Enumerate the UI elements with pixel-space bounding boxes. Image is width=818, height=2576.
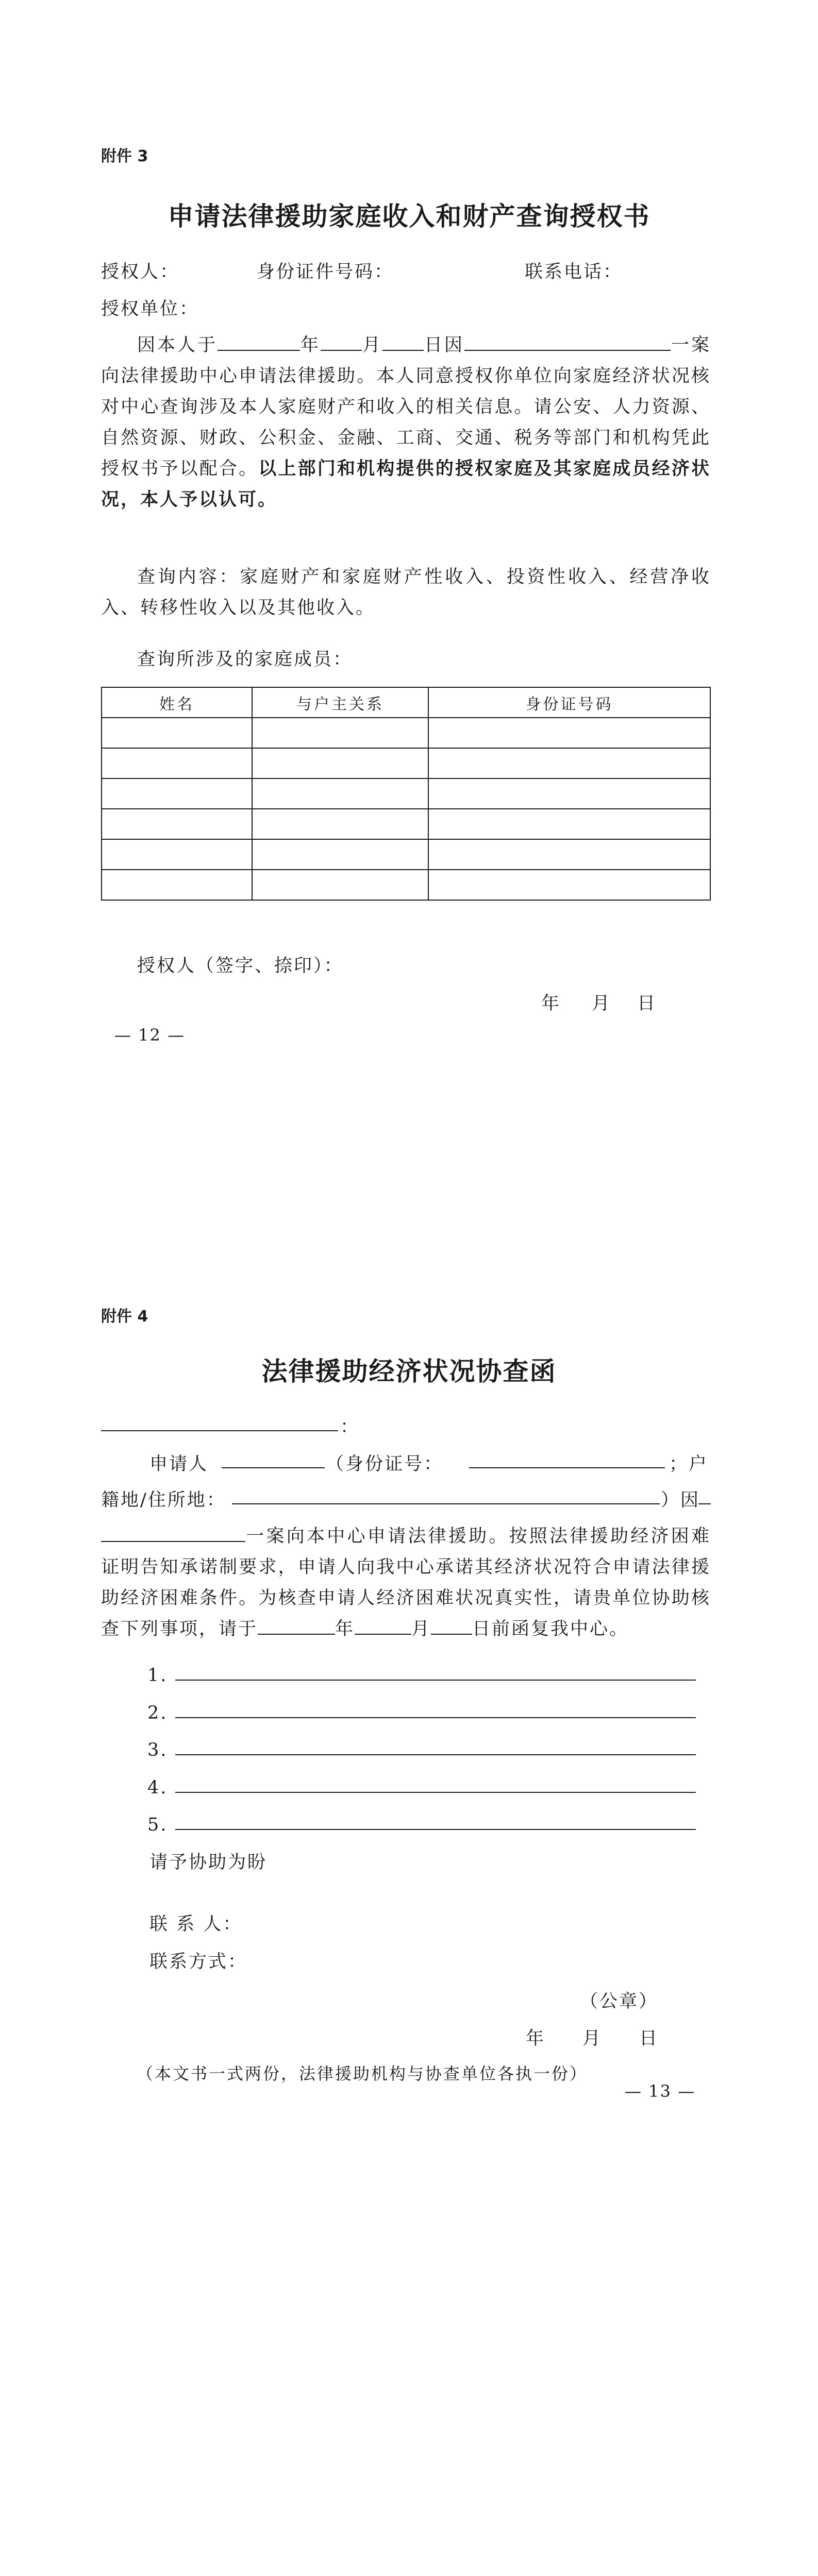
para1-day: 日因 xyxy=(423,335,464,355)
residence-close: ）因 xyxy=(661,1490,700,1511)
table-cell xyxy=(252,870,428,900)
item-2-number: 2. xyxy=(147,1703,168,1723)
table-header-row xyxy=(102,687,710,718)
page-number-13: — 13 — xyxy=(625,2081,696,2101)
official-seal-label: （公章） xyxy=(580,1991,659,2012)
item-2-line xyxy=(175,1717,696,1718)
applicant-name-blank xyxy=(222,1467,325,1468)
case-blank-start xyxy=(698,1503,711,1504)
signature-label: 授权人（签字、捺印）： xyxy=(137,956,344,976)
para1-month: 月 xyxy=(361,335,382,355)
table-cell xyxy=(252,748,428,778)
item-4-number: 4. xyxy=(147,1777,168,1798)
table-row xyxy=(102,870,710,900)
table-row xyxy=(102,748,710,778)
table-cell xyxy=(102,778,252,809)
para1-prefix: 因本人于 xyxy=(137,335,218,355)
item-3-number: 3. xyxy=(147,1740,168,1760)
table-cell xyxy=(102,748,252,778)
reply-year: 年 xyxy=(335,1619,355,1639)
annex4-date-month: 月 xyxy=(582,2028,603,2049)
item-4-line xyxy=(175,1792,696,1793)
header-relation: 与户主关系 xyxy=(252,687,428,718)
annex-4-title: 法律援助经济状况协查函 xyxy=(261,1357,557,1386)
reply-deadline: 日前函复我中心。 xyxy=(472,1619,629,1639)
annex-4-label: 附件 4 xyxy=(101,1308,148,1326)
table-cell xyxy=(428,870,710,900)
item-5-number: 5. xyxy=(147,1815,168,1835)
month-blank xyxy=(321,332,362,351)
duplicate-copies-note: （本文书一式两份，法律援助机构与协查单位各执一份） xyxy=(137,2064,588,2083)
addressee-colon: ： xyxy=(340,1417,360,1437)
header-name: 姓名 xyxy=(102,687,252,718)
annex4-date-year: 年 xyxy=(526,2028,546,2049)
para1-year: 年 xyxy=(299,335,321,355)
item-3-line xyxy=(175,1754,696,1755)
item-1-line xyxy=(175,1680,696,1681)
table-cell xyxy=(428,778,710,809)
para1-body: 向法律援助中心申请法律援助。本人同意授权你单位向家庭经济状况核对中心查询涉及本人家庭财产和收入的相关信息。请公安、人力资源、自然资源、财政、公积金、金融、工商、交通、税务等部门和机构凭此授权书予以配合。 xyxy=(101,366,711,479)
case-blank xyxy=(464,332,671,351)
table-row xyxy=(102,809,710,839)
annex3-date-month: 月 xyxy=(592,993,612,1014)
year-blank xyxy=(218,332,300,351)
item-1-number: 1. xyxy=(147,1665,168,1686)
query-content-paragraph: 查询内容：家庭财产和家庭财产性收入、投资性收入、经营净收入、转移性收入以及其他收入。 xyxy=(101,567,711,618)
para1-bold-statement: 以上部门和机构提供的授权家庭及其家庭成员经济状况，本人予以认可。 xyxy=(101,459,711,510)
annex-3-label: 附件 3 xyxy=(101,147,148,165)
table-cell xyxy=(102,870,252,900)
table-cell xyxy=(428,718,710,748)
table-cell xyxy=(252,718,428,748)
table-cell xyxy=(428,809,710,839)
annex-3-title: 申请法律援助家庭收入和财产查询授权书 xyxy=(168,201,650,231)
reply-day-blank xyxy=(431,1616,472,1635)
request-body: 一案向本中心申请法律援助。按照法律援助经济困难证明告知承诺制要求，申请人向我中心承诺其经济状况符合申请法律援助经济困难条件。为核查申请人经济困难状况真实性，请贵单位协助核查下列事项，请于 xyxy=(101,1526,711,1639)
table-cell xyxy=(252,809,428,839)
table-cell xyxy=(428,839,710,870)
authorized-unit-label: 授权单位： xyxy=(101,299,199,319)
para1-case: 一案 xyxy=(670,335,711,355)
reply-year-blank xyxy=(258,1616,335,1635)
day-blank xyxy=(382,332,424,351)
family-members-table xyxy=(101,687,711,901)
annex3-date-day: 日 xyxy=(637,993,657,1014)
header-id-number: 身份证号码 xyxy=(428,687,710,718)
annex4-date-day: 日 xyxy=(639,2028,659,2049)
contact-person-label: 联 系 人： xyxy=(149,1914,243,1935)
addressee-blank xyxy=(101,1430,338,1431)
table-cell xyxy=(252,839,428,870)
case-blank-end xyxy=(101,1523,245,1542)
reply-month: 月 xyxy=(411,1619,431,1639)
id-open: （身份证号： xyxy=(326,1454,444,1475)
table-row xyxy=(102,839,710,870)
assistance-request-paragraph xyxy=(101,1521,711,1645)
id-number-label: 身份证件号码： xyxy=(257,262,394,282)
residence-label: 籍地/住所地： xyxy=(101,1490,226,1511)
table-row xyxy=(102,718,710,748)
phone-label: 联系电话： xyxy=(525,262,623,282)
applicant-id-blank xyxy=(469,1467,665,1468)
id-close: ；户 xyxy=(669,1454,709,1475)
page-number-12: — 12 — xyxy=(114,1025,186,1045)
authorizer-label: 授权人： xyxy=(101,262,180,282)
assistance-request-closing: 请予协助为盼 xyxy=(149,1852,268,1873)
item-5-line xyxy=(175,1829,696,1830)
contact-method-label: 联系方式： xyxy=(149,1952,248,1972)
annex3-date-year: 年 xyxy=(541,993,561,1014)
table-cell xyxy=(252,778,428,809)
residence-blank xyxy=(232,1503,660,1504)
table-cell xyxy=(102,718,252,748)
family-members-label: 查询所涉及的家庭成员： xyxy=(137,649,353,670)
authorization-paragraph-1 xyxy=(101,330,711,515)
table-row xyxy=(102,778,710,809)
table-cell xyxy=(428,748,710,778)
applicant-label: 申请人 xyxy=(149,1454,209,1475)
table-cell xyxy=(102,839,252,870)
reply-month-blank xyxy=(355,1616,411,1635)
table-cell xyxy=(102,809,252,839)
